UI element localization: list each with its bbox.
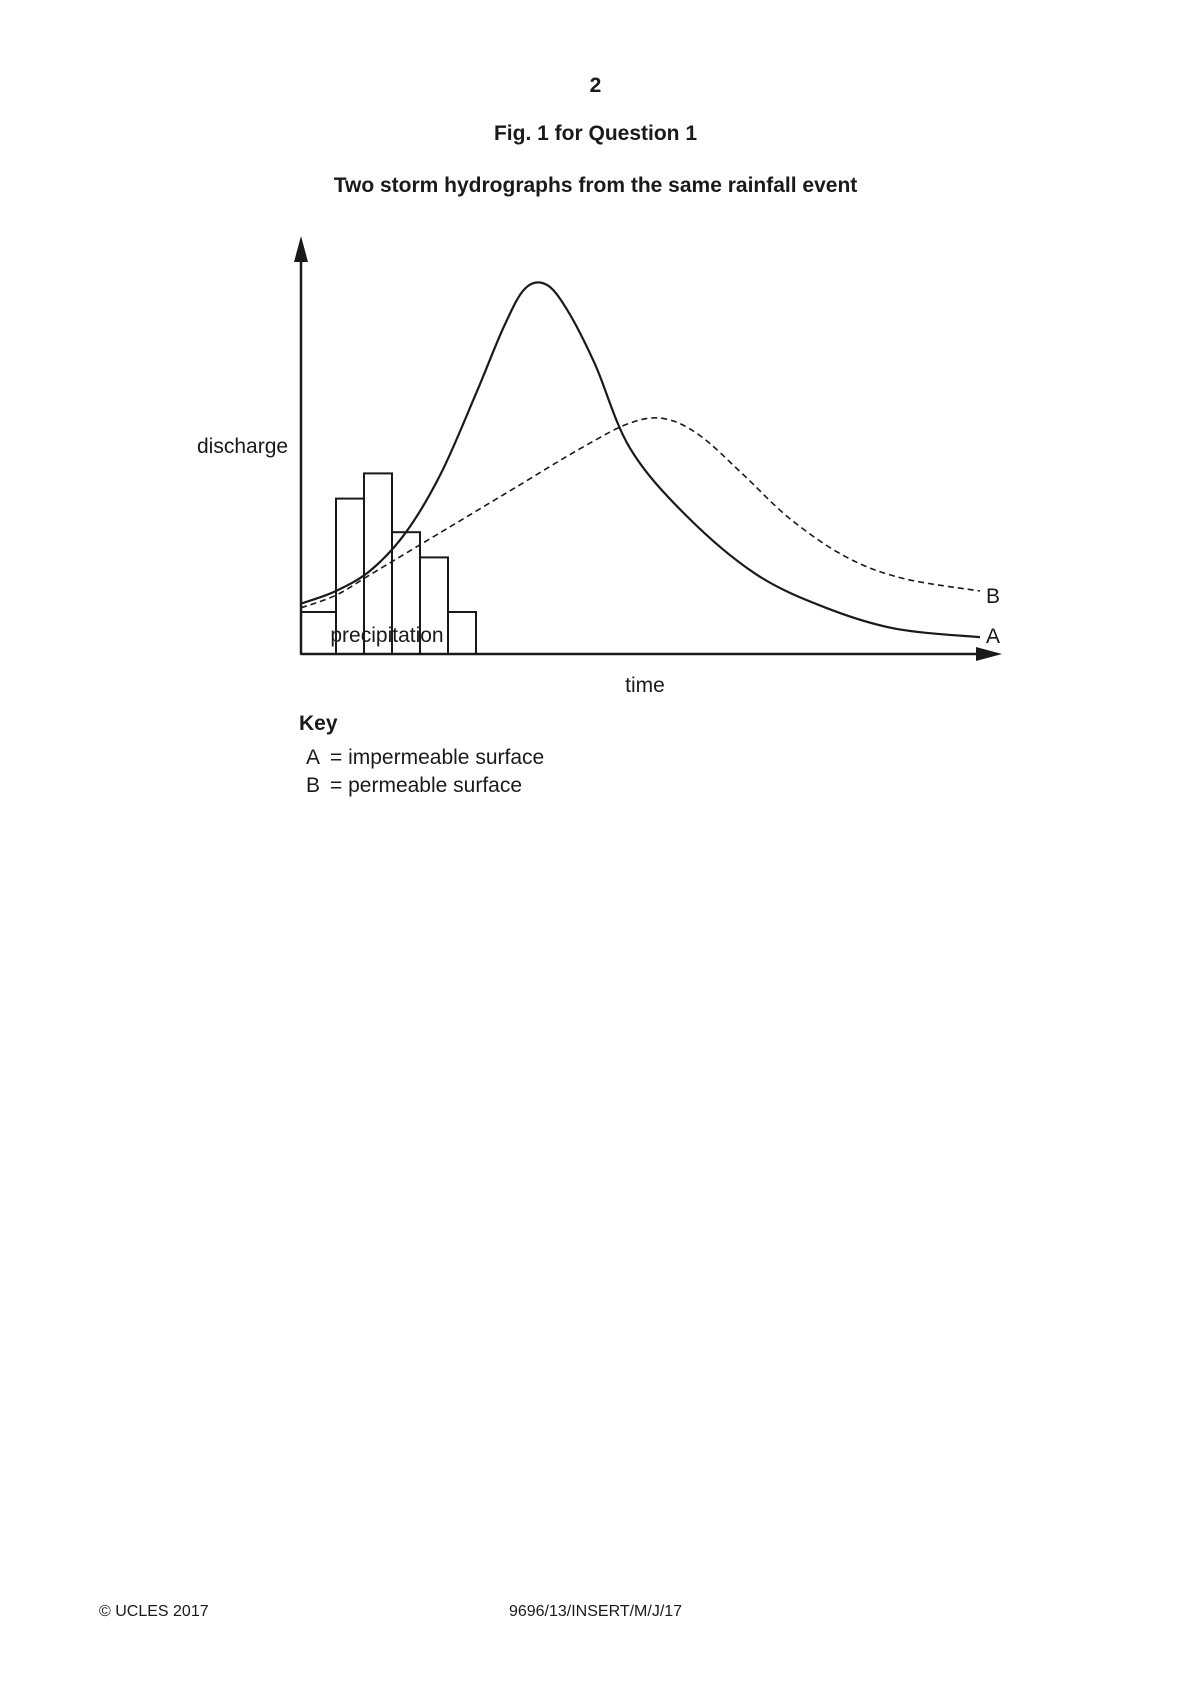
precipitation-bar (448, 612, 476, 654)
x-axis-label: time (625, 674, 665, 697)
footer-code: 9696/13/INSERT/M/J/17 (508, 1603, 683, 1620)
key-row-a (299, 744, 544, 772)
figure-label: Fig. 1 for Question 1 (493, 122, 698, 145)
key-letter: A (306, 746, 321, 769)
footer-copyright: © UCLES 2017 (99, 1603, 209, 1620)
key-heading: Key (299, 712, 338, 735)
key-letter: B (306, 774, 321, 797)
key-text: = impermeable surface (330, 746, 545, 769)
hydrograph-chart (0, 0, 1191, 820)
y-axis-arrow-icon (294, 236, 308, 262)
key (299, 712, 544, 800)
page-number: 2 (589, 74, 602, 97)
figure-title: Two storm hydrographs from the same rainfall event (333, 174, 858, 197)
key-text: = permeable surface (330, 774, 523, 797)
series-label-b: B (986, 585, 1001, 608)
precipitation-label: precipitation (330, 624, 444, 647)
key-row-b (299, 772, 544, 800)
x-axis-arrow-icon (976, 647, 1002, 661)
series-label-a: A (986, 625, 1001, 648)
y-axis-label: discharge (197, 435, 289, 458)
